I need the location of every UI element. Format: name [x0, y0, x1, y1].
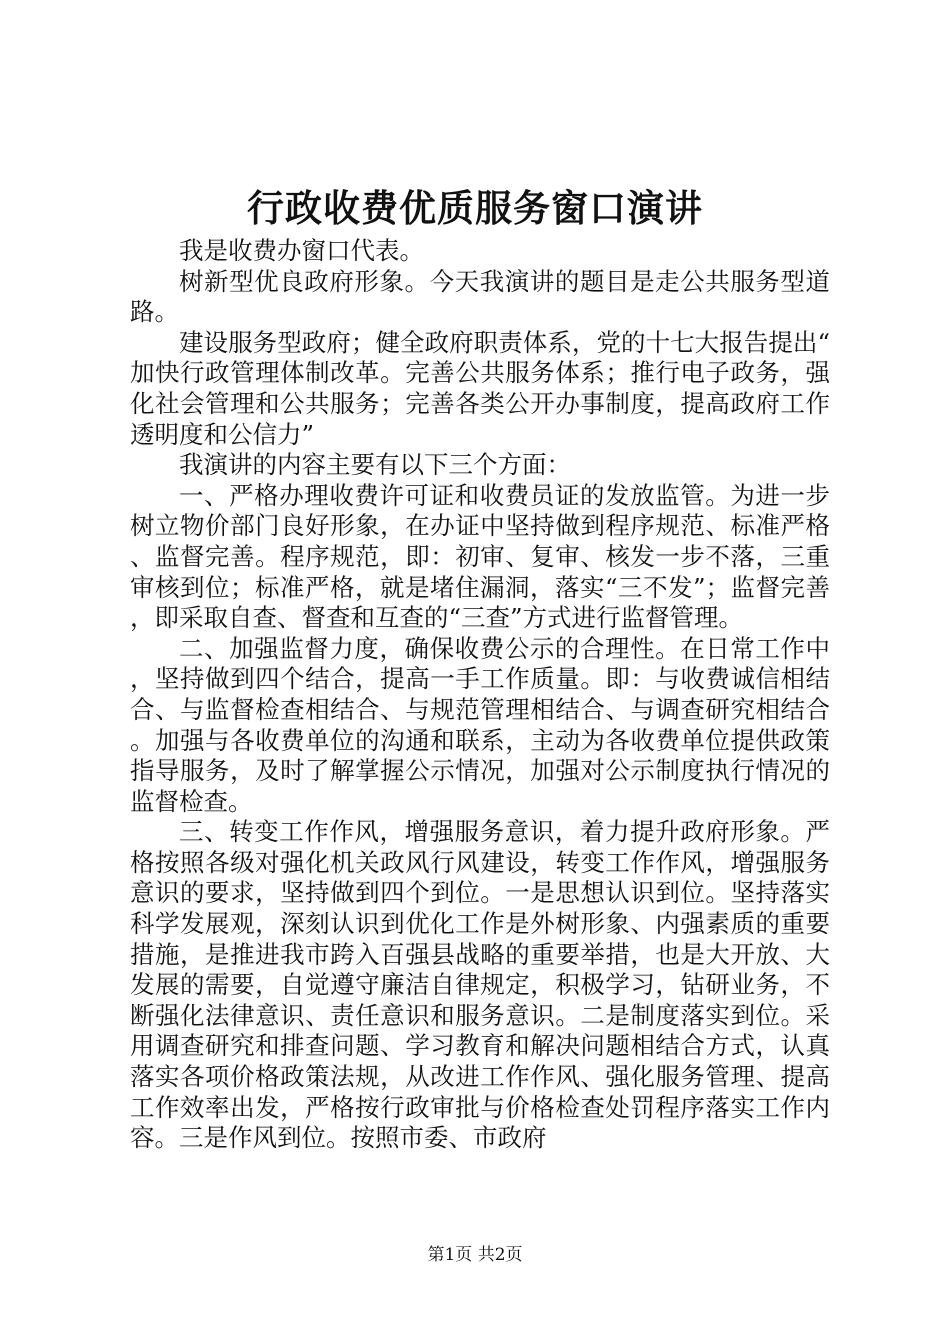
paragraph-point-one: 一、严格办理收费许可证和收费员证的发放监管。为进一步树立物价部门良好形象，在办证中坚持做到程序规范、标准严格、监督完善。程序规范，即：初审、复审、核发一步不落，三重审核到位；标准严格，就是堵住漏洞，落实“三不发”；监督完善，即采取自查、督查和互查的“三查”方式进行监督管理。 — [130, 480, 830, 633]
page-number-footer: 第1页 共2页 — [427, 1245, 523, 1265]
document-title: 行政收费优质服务窗口演讲 — [247, 186, 703, 230]
paragraph-outline: 我演讲的内容主要有以下三个方面： — [179, 450, 571, 480]
paragraph-intro: 我是收费办窗口代表。 — [179, 236, 424, 265]
document-body — [130, 236, 830, 1154]
paragraph-point-three: 三、转变工作作风，增强服务意识，着力提升政府形象。严格按照各级对强化机关政风行风建设，转变工作作风，增强服务意识的要求，坚持做到四个到位。一是思想认识到位。坚持落实科学发展观，深刻认识到优化工作是外树形象、内强素质的重要措施，是推进我市跨入百强县战略的重要举措，也是大开放、大发展的需要，自觉遵守廉洁自律规定，积极学习，钻研业务，不断强化法律意识、责任意识和服务意识。二是制度落实到位。采用调查研究和排查问题、学习教育和解决问题相结合方式，认真落实各项价格政策法规，从改进工作作风、强化服务管理、提高工作效率出发，严格按行政审批与价格检查处罚程序落实工作内容。三是作风到位。按照市委、市政府 — [130, 817, 830, 1153]
paragraph-theme: 树新型优良政府形象。今天我演讲的题目是走公共服务型道路。 — [130, 266, 830, 327]
paragraph-point-two: 二、加强监督力度，确保收费公示的合理性。在日常工作中，坚持做到四个结合，提高一手工作质量。即：与收费诚信相结合、与监督检查相结合、与规范管理相结合、与调查研究相结合。加强与各收费单位的沟通和联系，主动为各收费单位提供政策指导服务，及时了解掌握公示情况，加强对公示制度执行情况的监督检查。 — [130, 633, 830, 816]
paragraph-report: 建设服务型政府；健全政府职责体系，党的十七大报告提出“加快行政管理体制改革。完善公共服务体系；推行电子政务，强化社会管理和公共服务；完善各类公开办事制度，提高政府工作透明度和公信力” — [130, 327, 830, 449]
